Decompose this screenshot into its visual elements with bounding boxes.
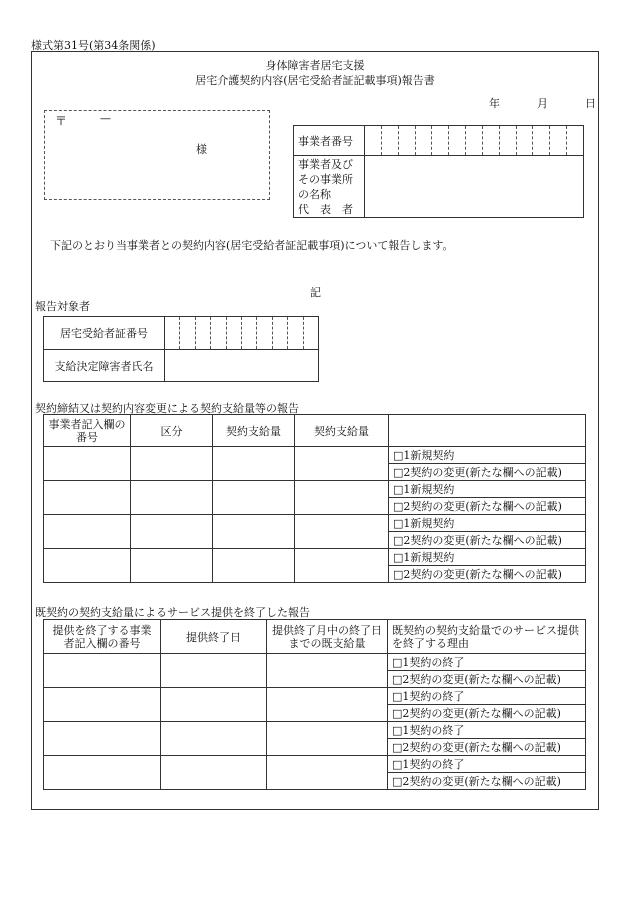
option-new-contract[interactable]: □1新規契約 — [389, 481, 586, 498]
ki-mark: 記 — [310, 286, 321, 299]
col-type — [389, 415, 586, 447]
termination-table — [43, 619, 586, 790]
option-contract-change[interactable]: □2契約の変更(新たな欄への記載) — [389, 498, 586, 515]
col-end-provider-number: 提供を終了する事業者記入欄の番号 — [44, 620, 161, 654]
address-box[interactable] — [44, 110, 270, 200]
option-contract-change[interactable]: □2契約の変更(新たな欄への記載) — [389, 566, 586, 583]
option-contract-end[interactable]: □1契約の終了 — [388, 756, 586, 773]
col-used-amount: 提供終了月中の終了日までの既支給量 — [267, 620, 388, 654]
title-line-1: 身体障害者居宅支援 — [265, 59, 365, 72]
form-reference: 様式第31号(第34条関係) — [31, 39, 156, 52]
section1-heading: 契約締結又は契約内容変更による契約支給量等の報告 — [35, 402, 299, 415]
option-contract-change[interactable]: □2契約の変更(新たな欄への記載) — [388, 739, 586, 756]
col-end-date: 提供終了日 — [161, 620, 267, 654]
addressee-sama: 様 — [196, 143, 207, 156]
cert-number-cells[interactable] — [165, 317, 319, 350]
recipient-name-label: 支給決定障害者氏名 — [44, 350, 165, 382]
provider-number-label: 事業者番号 — [294, 126, 365, 156]
option-new-contract[interactable]: □1新規契約 — [389, 515, 586, 532]
intro-text: 下記のとおり当事業者との契約内容(居宅受給者証記載事項)について報告します。 — [50, 239, 454, 252]
option-contract-end[interactable]: □1契約の終了 — [388, 722, 586, 739]
date-year: 年 — [489, 97, 500, 110]
postal-mark: 〒 — [55, 114, 68, 128]
recipient-name-field[interactable] — [165, 350, 319, 382]
option-contract-change[interactable]: □2契約の変更(新たな欄への記載) — [389, 464, 586, 481]
provider-name-label: 事業者及び その事業所 の名称 代 表 者 — [294, 156, 365, 218]
provider-name-field[interactable] — [365, 156, 584, 218]
postal-dash: — — [100, 112, 111, 125]
col-contract-amount-1: 契約支給量 — [213, 415, 295, 447]
title-line-2: 居宅介護契約内容(居宅受給者証記載事項)報告書 — [195, 74, 435, 87]
date-month: 月 — [537, 97, 548, 110]
option-contract-end[interactable]: □1契約の終了 — [388, 654, 586, 671]
provider-number-cells[interactable] — [365, 126, 584, 156]
option-new-contract[interactable]: □1新規契約 — [389, 447, 586, 464]
contract-table — [43, 414, 586, 583]
option-new-contract[interactable]: □1新規契約 — [389, 549, 586, 566]
col-end-reason: 既契約の契約支給量でのサービス提供を終了する理由 — [388, 620, 586, 654]
option-contract-change[interactable]: □2契約の変更(新たな欄への記載) — [388, 705, 586, 722]
col-provider-number: 事業者記入欄の番号 — [44, 415, 131, 447]
cert-number-label: 居宅受給者証番号 — [44, 317, 165, 350]
section2-heading: 既契約の契約支給量によるサービス提供を終了した報告 — [35, 606, 310, 619]
option-contract-end[interactable]: □1契約の終了 — [388, 688, 586, 705]
target-table — [43, 316, 319, 382]
col-category: 区分 — [131, 415, 213, 447]
option-contract-change[interactable]: □2契約の変更(新たな欄への記載) — [388, 671, 586, 688]
option-contract-change[interactable]: □2契約の変更(新たな欄への記載) — [389, 532, 586, 549]
date-day: 日 — [585, 97, 596, 110]
target-heading: 報告対象者 — [35, 300, 90, 313]
option-contract-change[interactable]: □2契約の変更(新たな欄への記載) — [388, 773, 586, 790]
provider-table — [293, 125, 584, 218]
col-contract-amount-2: 契約支給量 — [295, 415, 389, 447]
